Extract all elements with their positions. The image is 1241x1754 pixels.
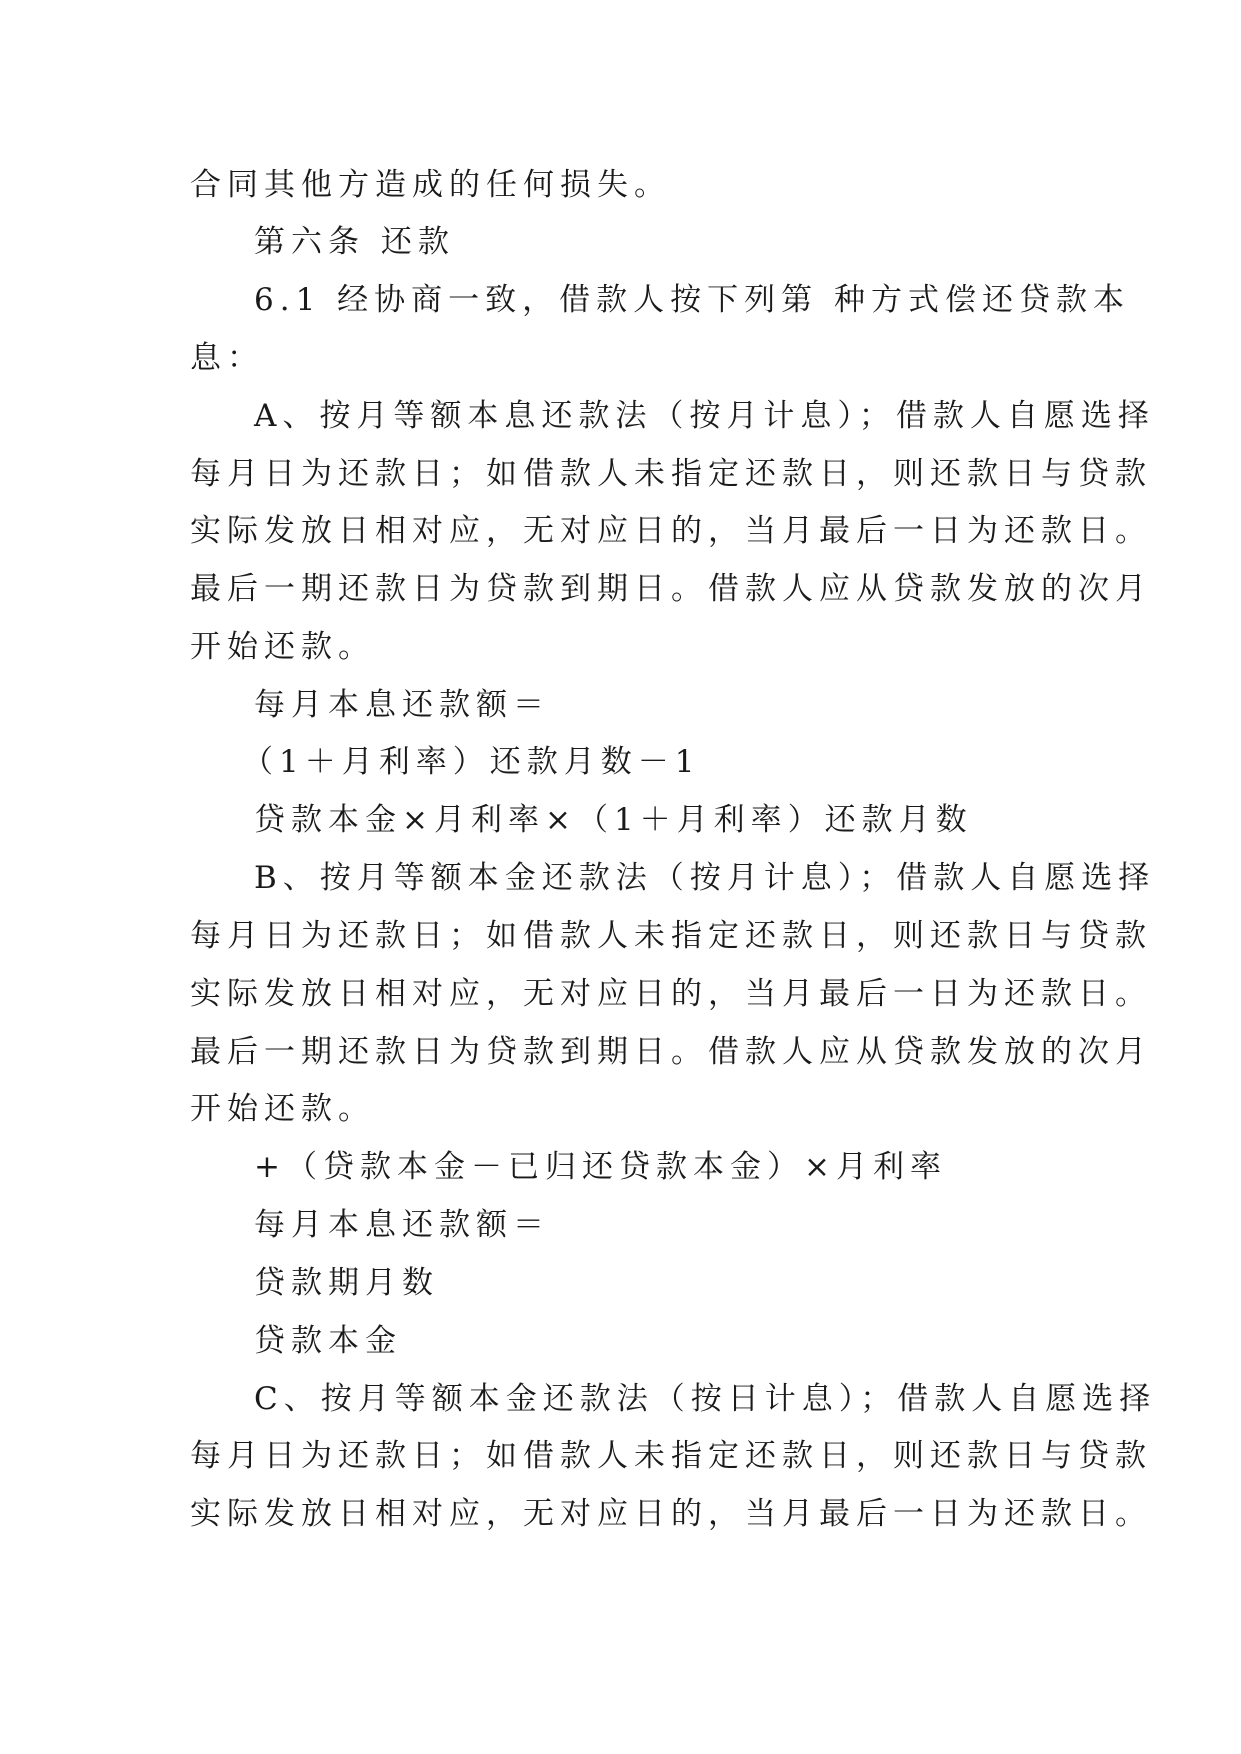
option-b-line: 开始还款。 [190,1091,375,1127]
option-a-line: 最后一期还款日为贷款到期日。借款人应从贷款发放的次月 [190,571,1152,607]
formula-line: 贷款期月数 [254,1265,439,1301]
option-b-line: 实际发放日相对应，无对应日的，当月最后一日为还款日。 [190,976,1152,1012]
clause-text-line: 息： [190,340,264,376]
formula-line: 每月本息还款额＝ [254,687,550,723]
option-b-line: 最后一期还款日为贷款到期日。借款人应从贷款发放的次月 [190,1034,1152,1070]
option-a-line: A、按月等额本息还款法（按月计息）；借款人自愿选择 [254,398,1155,434]
option-b-line: 每月日为还款日；如借款人未指定还款日，则还款日与贷款 [190,918,1152,954]
formula-line: +（贷款本金－已归还贷款本金）×月利率 [254,1149,947,1185]
option-c-line: 实际发放日相对应，无对应日的，当月最后一日为还款日。 [190,1496,1152,1532]
formula-line: 贷款本金 [254,1323,402,1359]
option-c-line: C、按月等额本金还款法（按日计息）；借款人自愿选择 [254,1381,1157,1417]
body-text-line: 合同其他方造成的任何损失。 [190,167,671,203]
option-c-line: 每月日为还款日；如借款人未指定还款日，则还款日与贷款 [190,1438,1152,1474]
option-b-line: B、按月等额本金还款法（按月计息）；借款人自愿选择 [254,860,1156,896]
option-a-line: 每月日为还款日；如借款人未指定还款日，则还款日与贷款 [190,456,1152,492]
option-a-line: 实际发放日相对应，无对应日的，当月最后一日为还款日。 [190,513,1152,549]
article-heading: 第六条 还款 [254,224,455,260]
clause-text-line: 6.1 经协商一致，借款人按下列第 种方式偿还贷款本 [254,282,1131,318]
formula-line: （1＋月利率）还款月数－1 [242,744,701,780]
formula-line: 每月本息还款额＝ [254,1207,550,1243]
formula-line: 贷款本金×月利率×（1＋月利率）还款月数 [254,802,973,838]
option-a-line: 开始还款。 [190,629,375,665]
